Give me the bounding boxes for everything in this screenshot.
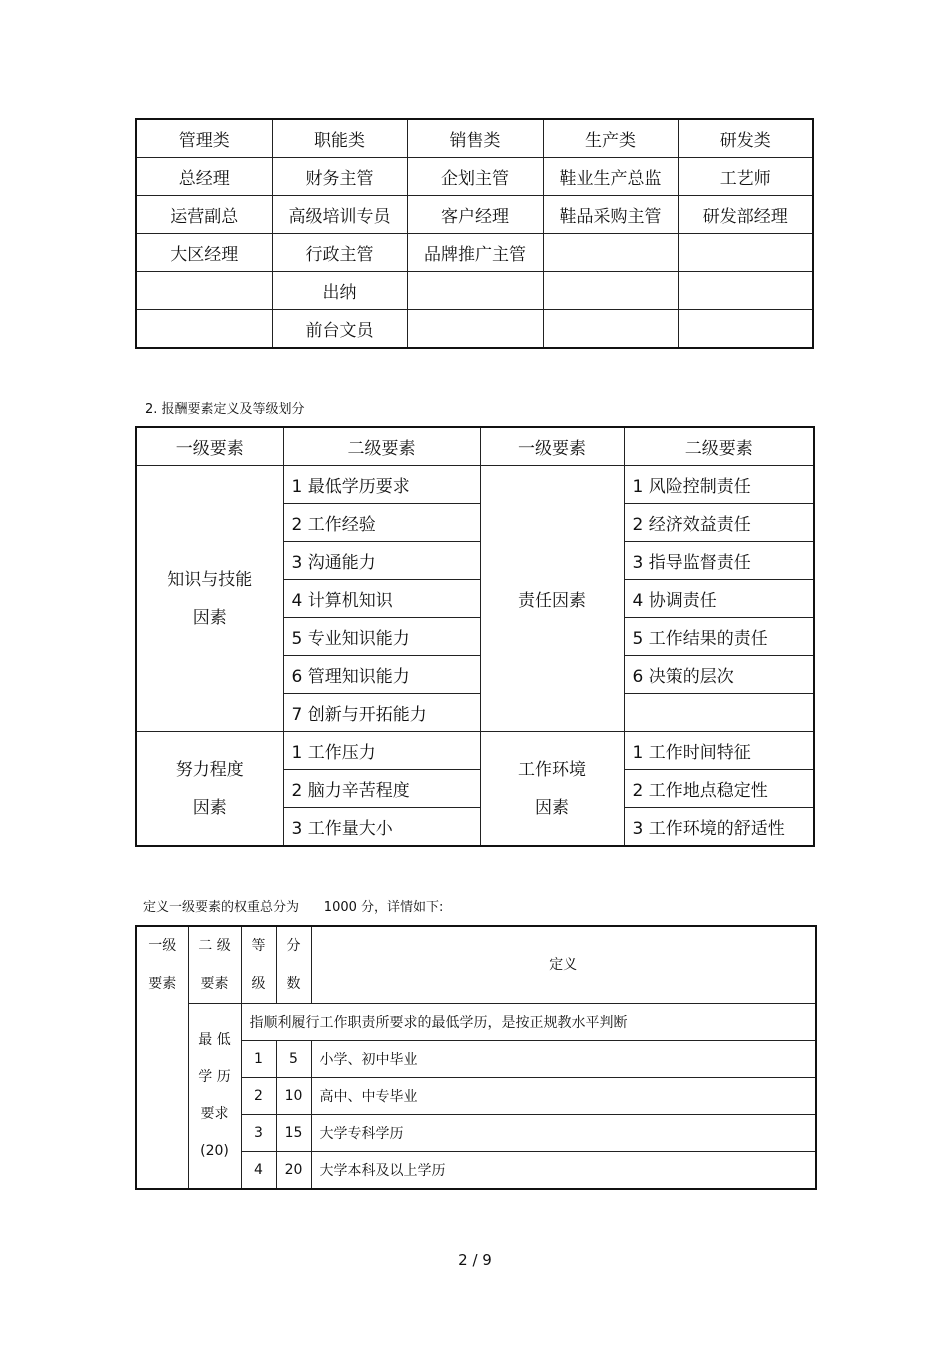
table-header-cell <box>241 926 276 1004</box>
definition-cell: 大学本科及以上学历 <box>311 1152 816 1189</box>
table-header-cell: 二级要素 <box>283 427 480 466</box>
secondary-factor-cell: 4 协调责任 <box>624 580 814 618</box>
secondary-factor-cell: 4 计算机知识 <box>283 580 480 618</box>
section-heading: 2. 报酬要素定义及等级划分 <box>145 402 305 417</box>
table-cell <box>407 310 543 349</box>
table-header-cell: 销售类 <box>407 119 543 158</box>
level-cell: 2 <box>241 1078 276 1115</box>
table-cell: 鞋业生产总监 <box>543 158 678 196</box>
secondary-factor-cell: 1 最低学历要求 <box>283 466 480 504</box>
secondary-factor-cell: 2 工作地点稳定性 <box>624 770 814 808</box>
table-cell: 财务主管 <box>272 158 407 196</box>
section-heading: 定义一级要素的权重总分为 1000 分，详情如下: <box>143 900 444 915</box>
score-cell: 20 <box>276 1152 311 1189</box>
sub-factor-text: 学 历 <box>198 1068 231 1085</box>
factor-definition-table <box>135 426 815 847</box>
primary-factor-name: 工作环境 <box>518 759 586 780</box>
table-row <box>136 310 813 349</box>
table-cell: 研发部经理 <box>678 196 813 234</box>
table-cell <box>543 234 678 272</box>
table-header-row <box>136 119 813 158</box>
table-cell <box>407 272 543 310</box>
header-text: 数 <box>286 976 301 992</box>
table-cell: 企划主管 <box>407 158 543 196</box>
description-cell: 指顺利履行工作职责所要求的最低学历，是按正规教水平判断 <box>241 1004 816 1041</box>
table-cell <box>678 310 813 349</box>
sub-factor-text: 要求 <box>200 1105 229 1122</box>
table-row <box>136 732 814 770</box>
table-cell <box>543 310 678 349</box>
weight-table <box>135 925 817 1190</box>
table-row <box>136 158 813 196</box>
table-cell: 行政主管 <box>272 234 407 272</box>
table-header-cell: 一级要素 <box>480 427 624 466</box>
primary-factor-name: 因素 <box>192 607 227 628</box>
table-row <box>136 466 814 504</box>
table-cell: 工艺师 <box>678 158 813 196</box>
header-text: 等 <box>251 938 266 954</box>
definition-cell: 大学专科学历 <box>311 1115 816 1152</box>
primary-factor-cell: 责任因素 <box>480 466 624 732</box>
table-header-cell <box>276 926 311 1004</box>
secondary-factor-cell: 2 工作经验 <box>283 504 480 542</box>
primary-factor-cell <box>136 466 283 732</box>
table-cell: 高级培训专员 <box>272 196 407 234</box>
table-row <box>136 1004 816 1041</box>
secondary-factor-cell: 6 管理知识能力 <box>283 656 480 694</box>
secondary-factor-cell: 3 沟通能力 <box>283 542 480 580</box>
secondary-factor-cell: 7 创新与开拓能力 <box>283 694 480 732</box>
sub-factor-text: 最 低 <box>198 1031 231 1048</box>
table-header-row <box>136 427 814 466</box>
header-text: 分 <box>286 938 301 954</box>
score-cell: 5 <box>276 1041 311 1078</box>
table-cell: 客户经理 <box>407 196 543 234</box>
header-text: 要素 <box>200 976 229 992</box>
header-text: 一级 <box>148 938 177 954</box>
primary-factor-cell <box>136 732 283 847</box>
secondary-factor-cell: 1 工作时间特征 <box>624 732 814 770</box>
secondary-factor-cell: 6 决策的层次 <box>624 656 814 694</box>
definition-cell: 高中、中专毕业 <box>311 1078 816 1115</box>
table-cell: 运营副总 <box>136 196 272 234</box>
table-header-cell <box>188 926 241 1004</box>
table-cell: 鞋品采购主管 <box>543 196 678 234</box>
table-cell: 总经理 <box>136 158 272 196</box>
table-header-cell: 职能类 <box>272 119 407 158</box>
table-cell <box>543 272 678 310</box>
table-header-cell: 二级要素 <box>624 427 814 466</box>
primary-factor-name: 因素 <box>192 797 227 818</box>
level-cell: 3 <box>241 1115 276 1152</box>
table-header-cell: 一级要素 <box>136 427 283 466</box>
primary-factor-name: 努力程度 <box>175 759 244 780</box>
table-cell <box>678 272 813 310</box>
secondary-factor-cell: 1 工作压力 <box>283 732 480 770</box>
secondary-factor-cell: 5 专业知识能力 <box>283 618 480 656</box>
header-text: 二 级 <box>198 938 231 954</box>
table-header-cell: 研发类 <box>678 119 813 158</box>
table-cell: 品牌推广主管 <box>407 234 543 272</box>
header-text: 要素 <box>148 976 177 992</box>
primary-factor-name: 知识与技能 <box>167 569 253 590</box>
sub-factor-cell <box>188 1004 241 1189</box>
table-cell <box>136 310 272 349</box>
secondary-factor-cell: 2 脑力辛苦程度 <box>283 770 480 808</box>
secondary-factor-cell: 3 工作环境的舒适性 <box>624 808 814 847</box>
primary-factor-name: 因素 <box>535 797 569 818</box>
score-cell: 10 <box>276 1078 311 1115</box>
secondary-factor-cell: 2 经济效益责任 <box>624 504 814 542</box>
table-cell: 前台文员 <box>272 310 407 349</box>
table-header-cell: 生产类 <box>543 119 678 158</box>
level-cell: 1 <box>241 1041 276 1078</box>
secondary-factor-cell: 1 风险控制责任 <box>624 466 814 504</box>
table-header-cell: 管理类 <box>136 119 272 158</box>
score-cell: 15 <box>276 1115 311 1152</box>
table-cell: 出纳 <box>272 272 407 310</box>
sub-factor-text: (20) <box>200 1142 229 1159</box>
table-header-row <box>136 926 816 1004</box>
table-cell <box>136 272 272 310</box>
secondary-factor-cell: 3 指导监督责任 <box>624 542 814 580</box>
page-number: 2 / 9 <box>458 1251 492 1269</box>
secondary-factor-cell: 5 工作结果的责任 <box>624 618 814 656</box>
table-cell: 大区经理 <box>136 234 272 272</box>
table-row <box>136 196 813 234</box>
secondary-factor-cell <box>624 694 814 732</box>
table-header-cell <box>136 926 188 1189</box>
level-cell: 4 <box>241 1152 276 1189</box>
definition-cell: 小学、初中毕业 <box>311 1041 816 1078</box>
header-text: 级 <box>251 976 266 992</box>
secondary-factor-cell: 3 工作量大小 <box>283 808 480 847</box>
table-row <box>136 234 813 272</box>
primary-factor-cell <box>480 732 624 847</box>
table-cell <box>678 234 813 272</box>
table-header-cell: 定义 <box>311 926 816 1004</box>
table-row <box>136 272 813 310</box>
job-category-table <box>135 118 814 349</box>
